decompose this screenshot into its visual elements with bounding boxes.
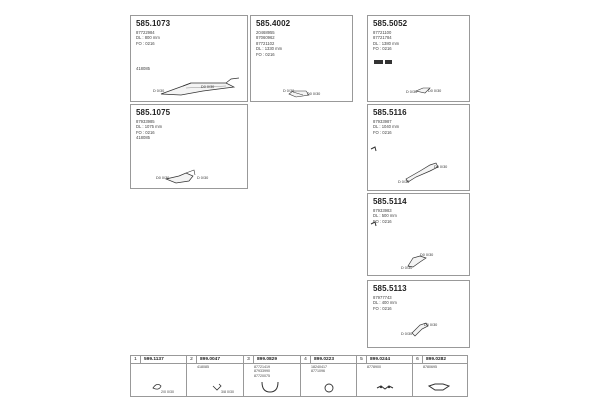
item-index: 1 — [131, 356, 141, 363]
part-card-585-1075[interactable] — [130, 104, 248, 189]
accessory-cell-1[interactable] — [131, 356, 187, 396]
pipe-drawing — [368, 194, 471, 277]
item-refs: 418085 — [197, 365, 209, 369]
u-clamp-icon — [244, 356, 301, 396]
end-label-left: D 0/30 — [406, 90, 418, 94]
part-number: 585.5114 — [373, 197, 407, 206]
part-card-585-4002[interactable] — [250, 15, 353, 102]
extra-ref: 418085 — [136, 66, 150, 71]
item-code: 599.1137 — [144, 357, 164, 362]
item-code: 899.0244 — [370, 357, 391, 362]
muffler-drawing — [131, 16, 249, 103]
part-number: 585.5116 — [373, 108, 407, 117]
part-card-585-1073[interactable] — [130, 15, 248, 102]
item-refs: 8780695 — [423, 365, 437, 369]
item-index: 5 — [357, 356, 367, 363]
item-code: 899.0829 — [257, 357, 278, 362]
item-code: 899.0047 — [200, 357, 221, 362]
accessory-cell-3[interactable] — [244, 356, 301, 396]
extra-ref: 418085 — [136, 135, 150, 140]
end-label-right: D0 0/30 — [428, 89, 442, 93]
end-label-left: D 0/30 — [283, 89, 295, 93]
item-index: 3 — [244, 356, 254, 363]
end-label-right: D0 0/30 — [434, 165, 448, 169]
end-label-right: D0 0/30 — [420, 253, 434, 257]
item-quantity: 2/0 0/30 — [161, 390, 174, 394]
accessory-cell-6[interactable] — [413, 356, 467, 396]
bracket-icon — [187, 356, 244, 396]
item-code: 899.0223 — [314, 357, 335, 362]
clamp-icon — [131, 356, 187, 396]
item-refs: 87721419 87933990 87720075 — [254, 365, 270, 378]
part-card-585-5052[interactable] — [367, 15, 470, 102]
part-details: 87977743 DL : 400 mm FO : 0216 — [373, 295, 397, 311]
pipe-drawing — [368, 281, 471, 349]
part-details: 87933987 DL : 1040 mm FO : 0216 — [373, 119, 400, 135]
part-details: 87722984 DL : 800 mm FO : 0216 — [136, 30, 160, 46]
pipe-drawing — [251, 16, 354, 103]
part-number: 585.5052 — [373, 19, 408, 28]
part-number: 585.1073 — [136, 19, 171, 28]
part-number: 585.4002 — [256, 19, 291, 28]
end-label-left: D 0/30 — [398, 180, 410, 184]
pipe-drawing — [368, 16, 471, 103]
end-label-left: D 0/30 — [401, 332, 413, 336]
end-label-right: D0 0/30 — [307, 92, 321, 96]
end-label-left: D0 0/30 — [156, 176, 170, 180]
accessory-parts-strip — [130, 355, 468, 397]
item-index: 2 — [187, 356, 197, 363]
end-label-left: D 0/30 — [153, 89, 165, 93]
muffler-drawing — [131, 105, 249, 190]
part-details: 87721100 87721784 DL : 1380 mm FO : 0216 — [373, 30, 400, 52]
part-details: 87933983 DL : 500 mm FO : 0216 — [373, 208, 397, 224]
part-details: 20468955 87060962 87721102 DL : 1330 mm FO : 0216 — [256, 30, 283, 57]
part-number: 585.1075 — [136, 108, 171, 117]
gasket-icon — [413, 356, 467, 396]
accessory-cell-5[interactable] — [357, 356, 413, 396]
part-number: 585.5113 — [373, 284, 407, 293]
item-index: 4 — [301, 356, 311, 363]
item-index: 6 — [413, 356, 423, 363]
part-card-585-5116[interactable] — [367, 104, 470, 191]
item-code: 899.0282 — [426, 357, 447, 362]
item-quantity: 3/8 0/30 — [221, 390, 234, 394]
end-label-right: D 0/30 — [197, 176, 209, 180]
item-refs: 8778900 — [367, 365, 381, 369]
item-refs: 18240417 8771096 — [311, 365, 327, 374]
end-label-left: D 0/30 — [401, 266, 413, 270]
part-card-585-5113[interactable] — [367, 280, 470, 348]
accessory-cell-2[interactable] — [187, 356, 244, 396]
accessory-cell-4[interactable] — [301, 356, 357, 396]
hanger-icon — [357, 356, 413, 396]
ring-icon — [301, 356, 357, 396]
part-details: 87933985 DL : 1075 mm FO : 0216 — [136, 119, 163, 135]
pipe-drawing — [368, 105, 471, 192]
end-label-right: D0 0/30 — [201, 85, 215, 89]
part-card-585-5114[interactable] — [367, 193, 470, 276]
end-label-right: D0 0/30 — [424, 323, 438, 327]
